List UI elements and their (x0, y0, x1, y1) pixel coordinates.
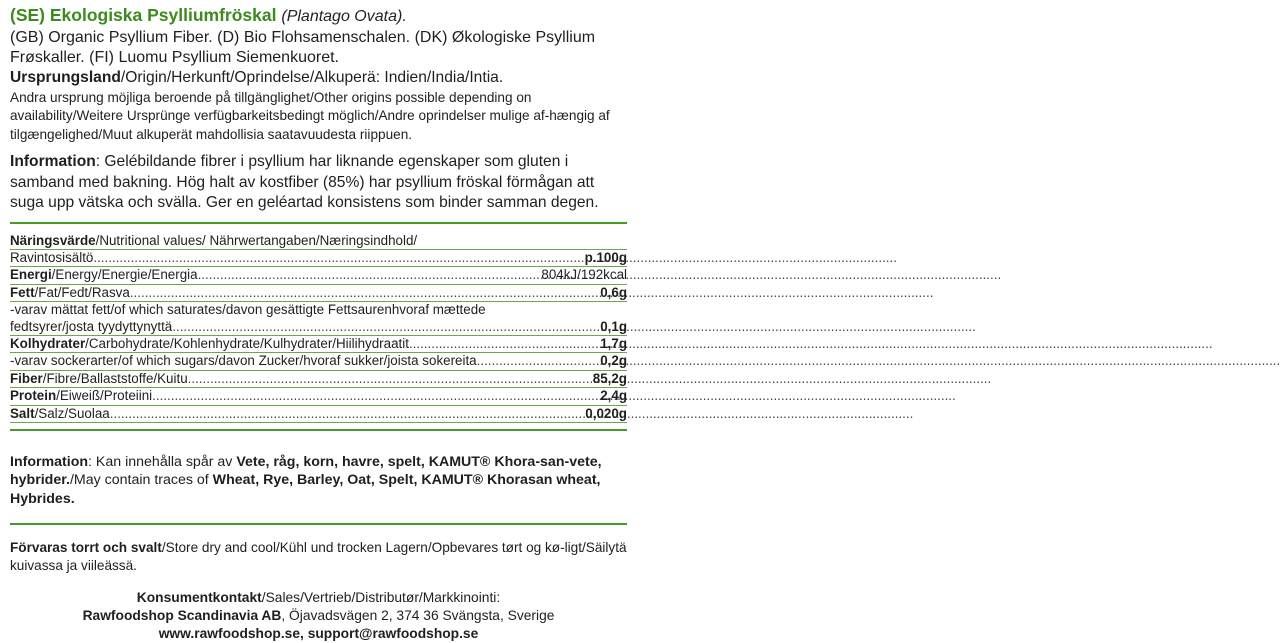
nutrition-row-label (10, 302, 486, 318)
nutrition-row-label-text: /Fibre/Ballaststoffe/Kuitu (42, 370, 188, 386)
allergen-bold-2: Wheat, Rye, Barley, Oat, Spelt, KAMUT® Khorasan wheat, Hybrides. (10, 472, 601, 507)
nutrition-row-label (10, 336, 409, 352)
contact-block (10, 589, 627, 643)
storage-label: Förvaras torrt och svalt (10, 539, 162, 555)
nutrition-row-label-text: /Eiweiß/Proteiini (56, 388, 153, 404)
nutrition-row-leader (409, 336, 600, 352)
nutrition-row (10, 319, 627, 336)
nutrition-row-label-bold: Protein (10, 388, 57, 404)
nutrition-row-value-text: 0,020g (585, 405, 627, 421)
translations-text: (GB) Organic Psyllium Fiber. (D) Bio Flohsamenschalen. (DK) Økologiske Psyllium Frøskaller. (FI) Luomu Psyllium Siemenkuoret. (10, 29, 596, 66)
nutrition-row-value (600, 336, 627, 352)
title-latin: (Plantago Ovata). (281, 8, 407, 25)
nutrition-row-value (593, 371, 627, 387)
nutrition-header-label: Näringsvärde (10, 232, 96, 248)
origin-text: /Origin/Herkunft/Oprindelse/Alkuperä: Indien/India/Intia. (120, 69, 504, 86)
nutrition-row-label-bold: Energi (10, 267, 52, 283)
nutrition-row-value-text: 0,6g (600, 284, 627, 300)
nutrition-row-leader (130, 285, 600, 301)
contact-company: Rawfoodshop Scandinavia AB (82, 608, 282, 624)
contact-line-3 (10, 625, 627, 643)
nutrition-row-label (10, 371, 188, 387)
origin-line (10, 68, 627, 89)
allergen-bold-1: Vete, råg, korn, havre, spelt, KAMUT® Khora-san-vete, hybrider. (10, 453, 602, 489)
nutrition-row (10, 285, 627, 302)
contact-line-2 (10, 607, 627, 625)
contact-label: Konsumentkontakt (136, 590, 262, 606)
nutrition-row-value (600, 285, 627, 301)
nutrition-row (10, 267, 627, 284)
nutrition-row-leader (198, 267, 542, 283)
nutrition-row-value-text: 804kJ/192kcal (541, 267, 627, 283)
separator-bottom (10, 523, 627, 525)
nutrition-row-label-bold: Fiber (10, 370, 43, 386)
nutrition-row (10, 353, 627, 370)
nutrition-row-value-text: 2,4g (600, 388, 627, 404)
storage-paragraph (10, 539, 627, 576)
storage-text: /Store dry and cool/Kühl und trocken Lagern/Opbevares tørt og kø-ligt/Säilytä kuivassa ja viileässä. (10, 539, 627, 574)
nutrition-row-value-text: 0,1g (600, 318, 627, 334)
nutrition-row-label-bold: Salt (10, 405, 35, 421)
contact-separator: , (300, 626, 308, 642)
nutrition-row-value (600, 319, 627, 335)
information-label: Information (10, 153, 96, 170)
nutrition-row-leader (188, 371, 593, 387)
origin-note: Andra ursprung möjliga beroende på tillgänglighet/Other origins possible depending on availability/Weitere Ursprünge verfügbarkeitsbedingt möglich/Andre oprindelser mulige af-hængig af tilgængelighed/Muut alkuperät mahdollisia saatavuudesta riippuen. (10, 89, 610, 142)
separator-top (10, 222, 627, 224)
product-label (10, 4, 627, 643)
nutrition-row-value (585, 406, 627, 422)
information-paragraph (10, 152, 627, 214)
nutrition-row-label (10, 353, 477, 369)
nutrition-rows (10, 267, 627, 423)
nutrition-row-leader (477, 353, 601, 369)
nutrition-row-value (600, 353, 627, 369)
nutrition-row-label-text: -varav sockerarter/of which sugars/davon Zucker/hvoraf sukker/joista sokereita (10, 353, 477, 369)
nutrition-row-label (10, 406, 110, 422)
allergen-paragraph (10, 453, 627, 509)
nutrition-row (10, 336, 627, 353)
nutrition-per: p.100g (584, 249, 627, 265)
contact-address: , Öjavadsvägen 2, 374 36 Svängsta, Sverige (281, 608, 555, 624)
nutrition-header-text: /Nutritional values/ Nährwertangaben/Næringsindhold/ (95, 232, 418, 248)
allergen-text-2: /May contain traces of (69, 472, 213, 489)
nutrition-per-row (10, 250, 627, 267)
allergen-text-1: : Kan innehålla spår av (88, 453, 237, 470)
nutrition-row-label-text: /Carbohydrate/Kohlenhydrate/Kulhydrater/Hiilihydraatit (85, 335, 409, 351)
nutrition-row-label-text: /Fat/Fedt/Rasva (34, 284, 130, 300)
nutrition-row-leader (110, 406, 586, 422)
nutrition-row (10, 371, 627, 388)
origin-label: Ursprungsland (10, 69, 121, 86)
nutrition-row-label-text: -varav mättat fett/of which saturates/davon gesättigte Fettsaurenhvoraf mættede (10, 302, 486, 318)
title-main: (SE) Ekologiska Psylliumfröskal (10, 5, 277, 25)
nutrition-row-value-text: 85,2g (592, 370, 627, 386)
nutrition-row-value-text: 0,2g (600, 353, 627, 369)
allergen-label: Information (10, 453, 89, 470)
nutrition-row (10, 406, 627, 423)
nutrition-row-label (10, 285, 130, 301)
nutrition-row-label-text: /Salz/Suolaa (34, 405, 110, 421)
contact-label-rest: /Sales/Vertrieb/Distributør/Markkinointi: (261, 590, 501, 606)
nutrition-row-leader (152, 388, 600, 404)
contact-line-1 (10, 589, 627, 607)
nutrition-row-label-bold: Fett (10, 284, 35, 300)
product-title (10, 4, 627, 28)
nutrition-row-label-bold: Kolhydrater (10, 335, 86, 351)
nutrition-row-label (10, 319, 172, 335)
nutrition-table (10, 233, 627, 423)
nutrition-row-label-text: /Energy/Energie/Energia (51, 267, 198, 283)
nutrition-row-label (10, 267, 198, 283)
contact-email-link[interactable]: support@rawfoodshop.se (307, 626, 479, 642)
nutrition-row-value-text: 1,7g (600, 335, 627, 351)
nutrition-header-line2: Ravintosisältö (10, 249, 94, 265)
separator-mid (10, 429, 627, 431)
nutrition-row (10, 388, 627, 405)
nutrition-row (10, 302, 627, 318)
nutrition-row-value (600, 388, 627, 404)
nutrition-row-label (10, 388, 152, 404)
nutrition-row-leader (172, 319, 600, 335)
nutrition-row-label-text: fedtsyrer/josta tyydyttynyttä (10, 318, 173, 334)
information-text: : Gelébildande fibrer i psyllium har liknande egenskaper som gluten i samband med bakning. Hög halt av kostfiber (85%) har psyllium fröskal förmågan att suga upp vätska och svälla. Ger en geléartad konsistens som binder samman degen. (10, 153, 599, 211)
nutrition-header (10, 233, 627, 250)
contact-web-link[interactable]: www.rawfoodshop.se (158, 626, 301, 642)
nutrition-row-value (541, 267, 627, 283)
